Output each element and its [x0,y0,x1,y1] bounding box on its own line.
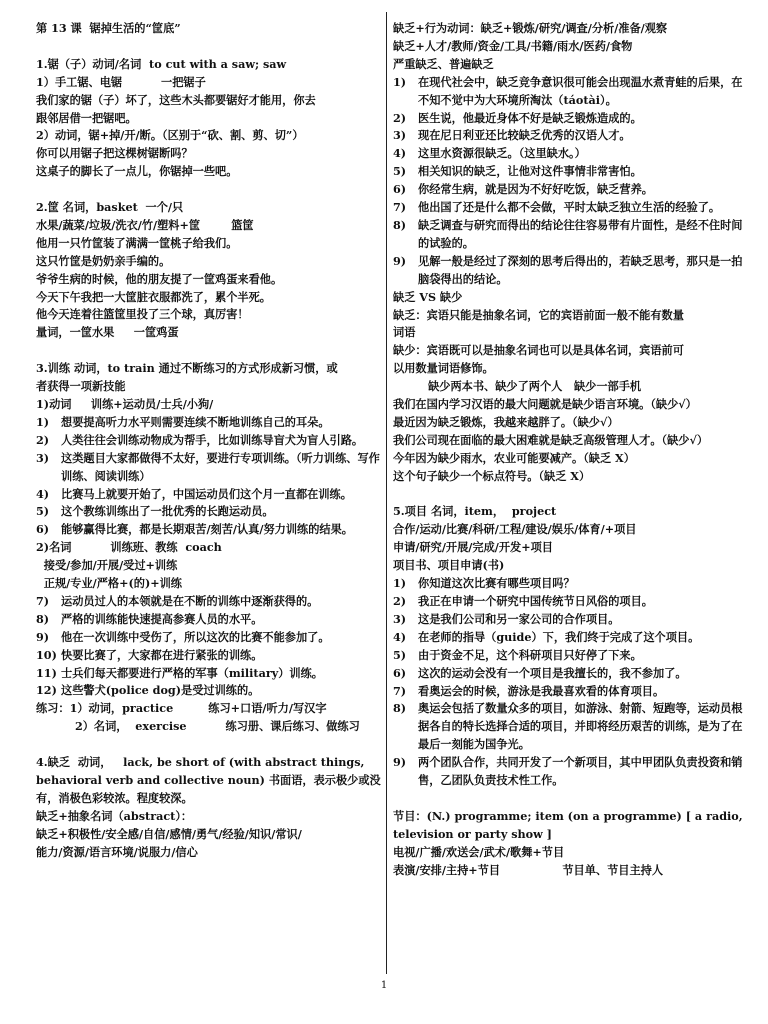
text-line: 缺少两本书、缺少了两个人 缺少一部手机 [393,379,642,394]
text-line: 这桌子的脚长了一点儿，你锯掉一些吧。 [36,164,238,179]
text-line: 申请/研究/开展/完成/开发+项目 [393,540,553,555]
text-line: 跟邻居借一把锯吧。 [36,110,137,125]
example-text: 这次的运动会没有一个项目是我擅长的，我不参加了。 [418,665,687,680]
numbered-example [393,217,750,253]
numbered-example [36,611,381,629]
example-number: 4) [36,486,50,501]
example-number: 8) [393,217,407,232]
example-text: 医生说，他最近身体不好是缺乏锻炼造成的。 [418,110,642,125]
numbered-example [36,647,381,665]
example-number: 4) [393,146,407,161]
example-number: 11) [36,665,57,680]
example-text: 这是我们公司和另一家公司的合作项目。 [418,611,620,626]
numbered-example [393,253,750,289]
text-line: 缺乏+人才/教师/资金/工具/书籍/雨水/医药/食物 [393,38,633,53]
text-line: 今天下午我把一大筐脏衣服都洗了，累个半死。 [36,289,271,304]
text-line: 这个句子缺少一个标点符号。（缺乏 X） [393,468,591,483]
text-line: 表演/安排/主持+节目 节目单、节目主持人 [393,862,664,877]
text-line: 词语 [393,325,416,340]
example-text: 比赛马上就要开始了，中国运动员们这个月一直都在训练。 [61,486,352,501]
text-line: 2)名词 训练班、教练 coach [36,540,222,555]
text-line: 第 13 课 锯掉生活的“筐底” [36,21,181,35]
text-line: 能力/资源/语言环境/说服力/信心 [36,844,198,859]
numbered-example [393,127,750,145]
example-text: 运动员过人的本领就是在不断的训练中逐渐获得的。 [61,593,319,608]
example-number: 8) [36,611,50,626]
blank-line [36,342,381,360]
text-line: 这只竹筐是奶奶亲手编的。 [36,253,171,268]
example-text: 士兵们每天都要进行严格的军事（military）训练。 [61,665,323,680]
text-line: 水果/蔬菜/垃圾/洗衣/竹/塑料+筐 篮筐 [36,217,254,232]
example-text: 见解一般是经过了深刻的思考后得出的，若缺乏思考，那只是一拍脑袋得出的结论。 [418,253,743,286]
example-number: 12) [36,683,57,698]
example-number: 2) [393,110,407,125]
text-line: 3.训练 动词，to train 通过不断练习的方式形成新习惯，或 [36,361,338,376]
text-line: 严重缺乏、普遍缺乏 [393,56,494,71]
numbered-example [393,181,750,199]
example-number: 4) [393,629,407,644]
text-line: 1）手工锯、电锯 一把锯子 [36,74,206,89]
numbered-example [393,647,750,665]
text-line: 电视/广播/欢送会/武术/歌舞+节目 [393,844,565,859]
example-text: 我正在申请一个研究中国传统节日风俗的项目。 [418,593,653,608]
example-text: 这些警犬(police dog)是受过训练的。 [61,683,260,698]
text-line: behavioral verb and collective noun) 书面语，表示极少或没 [36,773,381,787]
example-text: 看奥运会的时候，游泳是我最喜欢看的体育项目。 [418,683,665,698]
text-line: 缺乏：宾语只能是抽象名词，它的宾语前面一般不能有数量 [393,307,684,322]
text-line: 节目：(N.) programme; item (on a programme) [ a radio, [393,808,743,823]
text-line: 我们公司现在面临的最大困难就是缺乏高级管理人才。（缺少√） [393,432,709,447]
example-number: 2) [393,593,407,608]
text-line: 今年因为缺少雨水，农业可能要减产。（缺乏 X） [393,450,635,465]
example-number: 7) [393,200,407,215]
column-divider [386,12,387,974]
text-line: 有，消极色彩较浓。程度较深。 [36,790,193,805]
example-text: 缺乏调查与研究而得出的结论往往容易带有片面性，是经不住时间的试验的。 [418,217,743,250]
example-text: 现在尼日利亚还比较缺乏优秀的汉语人才。 [418,128,631,143]
numbered-example [393,199,750,217]
numbered-example [36,450,381,486]
numbered-example [36,521,381,539]
text-line: 2）名词， exercise 练习册、课后练习、做练习 [36,719,360,734]
text-line: 接受/参加/开展/受过+训练 [36,558,178,573]
numbered-example [36,414,381,432]
example-number: 6) [36,522,50,537]
text-line: 缺少：宾语既可以是抽象名词也可以是具体名词，宾语前可 [393,343,684,358]
numbered-example [393,74,750,110]
numbered-example [36,665,381,683]
numbered-example [36,629,381,647]
example-number: 1) [393,576,407,591]
numbered-example [393,145,750,163]
example-text: 他出国了还是什么都不会做，平时太缺乏独立生活的经验了。 [418,200,721,215]
text-line: 缺乏+抽象名词（abstract）： [36,808,193,823]
text-line: 他今天连着往篮筐里投了三个球，真厉害！ [36,307,249,322]
text-line: 2.筐 名词，basket 一个/只 [36,200,184,215]
numbered-example [393,110,750,128]
example-text: 这类题目大家都做得不太好，要进行专项训练。（听力训练、写作训练、阅读训练） [61,450,380,483]
blank-line [393,790,750,808]
example-number: 6) [393,665,407,680]
text-line: 我们在国内学习汉语的最大问题就是缺少语言环境。（缺少√） [393,397,697,412]
example-text: 在现代社会中，缺乏竞争意识很可能会出现温水煮青蛙的后果，在不知不觉中为大环境所淘汰（táotài）。 [418,74,743,107]
blank-line [36,736,381,754]
text-line: 爷爷生病的时候，他的朋友提了一筐鸡蛋来看他。 [36,271,283,286]
example-number: 9) [393,755,407,770]
numbered-example [36,593,381,611]
text-line: 缺乏 VS 缺少 [393,289,463,304]
example-number: 5) [393,647,407,662]
blank-line [36,38,381,56]
example-text: 这个教练训练出了一批优秀的长跑运动员。 [61,504,274,519]
text-line: 正规/专业/严格+(的)+训练 [36,576,182,591]
example-text: 人类往往会训练动物成为帮手，比如训练导盲犬为盲人引路。 [61,432,364,447]
example-number: 3) [393,611,407,626]
blank-line [393,486,750,504]
numbered-example [393,683,750,701]
example-text: 快要比赛了，大家都在进行紧张的训练。 [61,647,263,662]
example-number: 5) [393,164,407,179]
numbered-example [393,163,750,181]
text-line: 1.锯（子）动词/名词 to cut with a saw; saw [36,56,287,71]
left-column [36,20,381,862]
numbered-example [393,700,750,754]
numbered-example [393,754,750,790]
right-column [393,20,750,879]
example-number: 3) [36,450,50,465]
text-line: 2）动词，锯+掉/开/断。（区别于“砍、割、剪、切”） [36,128,304,143]
text-line: 5.项目 名词，item， project [393,504,557,519]
example-text: 能够赢得比赛，都是长期艰苦/刻苦/认真/努力训练的结果。 [61,522,353,537]
example-number: 6) [393,182,407,197]
example-number: 8) [393,701,407,716]
example-text: 相关知识的缺乏，让他对这件事情非常害怕。 [418,164,642,179]
numbered-example [393,575,750,593]
example-number: 1) [393,74,407,89]
example-number: 7) [393,683,407,698]
page-number: 1 [380,980,388,991]
example-text: 这里水资源很缺乏。（这里缺水。） [418,146,586,161]
example-number: 3) [393,128,407,143]
text-line: television or party show ] [393,826,552,841]
text-line: 量词，一筐水果 一筐鸡蛋 [36,325,179,340]
numbered-example [393,593,750,611]
example-number: 5) [36,504,50,519]
text-line: 项目书、项目申请(书) [393,558,505,573]
text-line: 缺乏+积极性/安全感/自信/感情/勇气/经验/知识/常识/ [36,826,302,841]
example-number: 7) [36,593,50,608]
text-line: 我们家的锯（子）坏了，这些木头都要锯好才能用，你去 [36,92,316,107]
text-line: 以用数量词语修饰。 [393,361,494,376]
example-text: 由于资金不足，这个科研项目只好停了下来。 [418,647,642,662]
numbered-example [36,486,381,504]
text-line: 4.缺乏 动词， lack, be short of (with abstract things, [36,755,365,770]
example-number: 1) [36,414,50,429]
numbered-example [393,665,750,683]
example-text: 在老师的指导（guide）下，我们终于完成了这个项目。 [418,629,700,644]
text-line: 最近因为缺乏锻炼，我越来越胖了。（缺少√） [393,414,619,429]
example-text: 他在一次训练中受伤了，所以这次的比赛不能参加了。 [61,629,330,644]
text-line: 者获得一项新技能 [36,379,126,394]
example-number: 9) [36,629,50,644]
example-number: 9) [393,253,407,268]
example-number: 10) [36,647,57,662]
example-text: 奥运会包括了数量众多的项目，如游泳、射箭、短跑等，运动员根据各自的特长选择合适的项目，并即将经历艰苦的训练，是为了在最后一刻能为国争光。 [418,701,743,752]
example-text: 严格的训练能快速提高参赛人员的水平。 [61,611,263,626]
example-text: 想要提高听力水平则需要连续不断地训练自己的耳朵。 [61,414,330,429]
numbered-example [393,629,750,647]
text-line: 合作/运动/比赛/科研/工程/建设/娱乐/体育/+项目 [393,522,637,537]
text-line: 缺乏+行为动词：缺乏+锻炼/研究/调查/分析/准备/观察 [393,21,668,35]
numbered-example [36,682,381,700]
numbered-example [36,432,381,450]
text-line: 你可以用锯子把这棵树锯断吗？ [36,146,193,161]
text-line: 练习：1）动词，practice 练习+口语/听力/写汉字 [36,701,327,716]
numbered-example [36,503,381,521]
example-text: 你经常生病，就是因为不好好吃饭，缺乏营养。 [418,182,653,197]
example-text: 两个团队合作，共同开发了一个新项目，其中甲团队负责投资和销售，乙团队负责技术性工作。 [418,755,743,788]
example-number: 2) [36,432,50,447]
numbered-example [393,611,750,629]
example-text: 你知道这次比赛有哪些项目吗？ [418,576,575,591]
text-line: 1)动词 训练+运动员/士兵/小狗/ [36,396,214,411]
text-line: 他用一只竹筐装了满满一筐桃子给我们。 [36,235,238,250]
blank-line [36,181,381,199]
